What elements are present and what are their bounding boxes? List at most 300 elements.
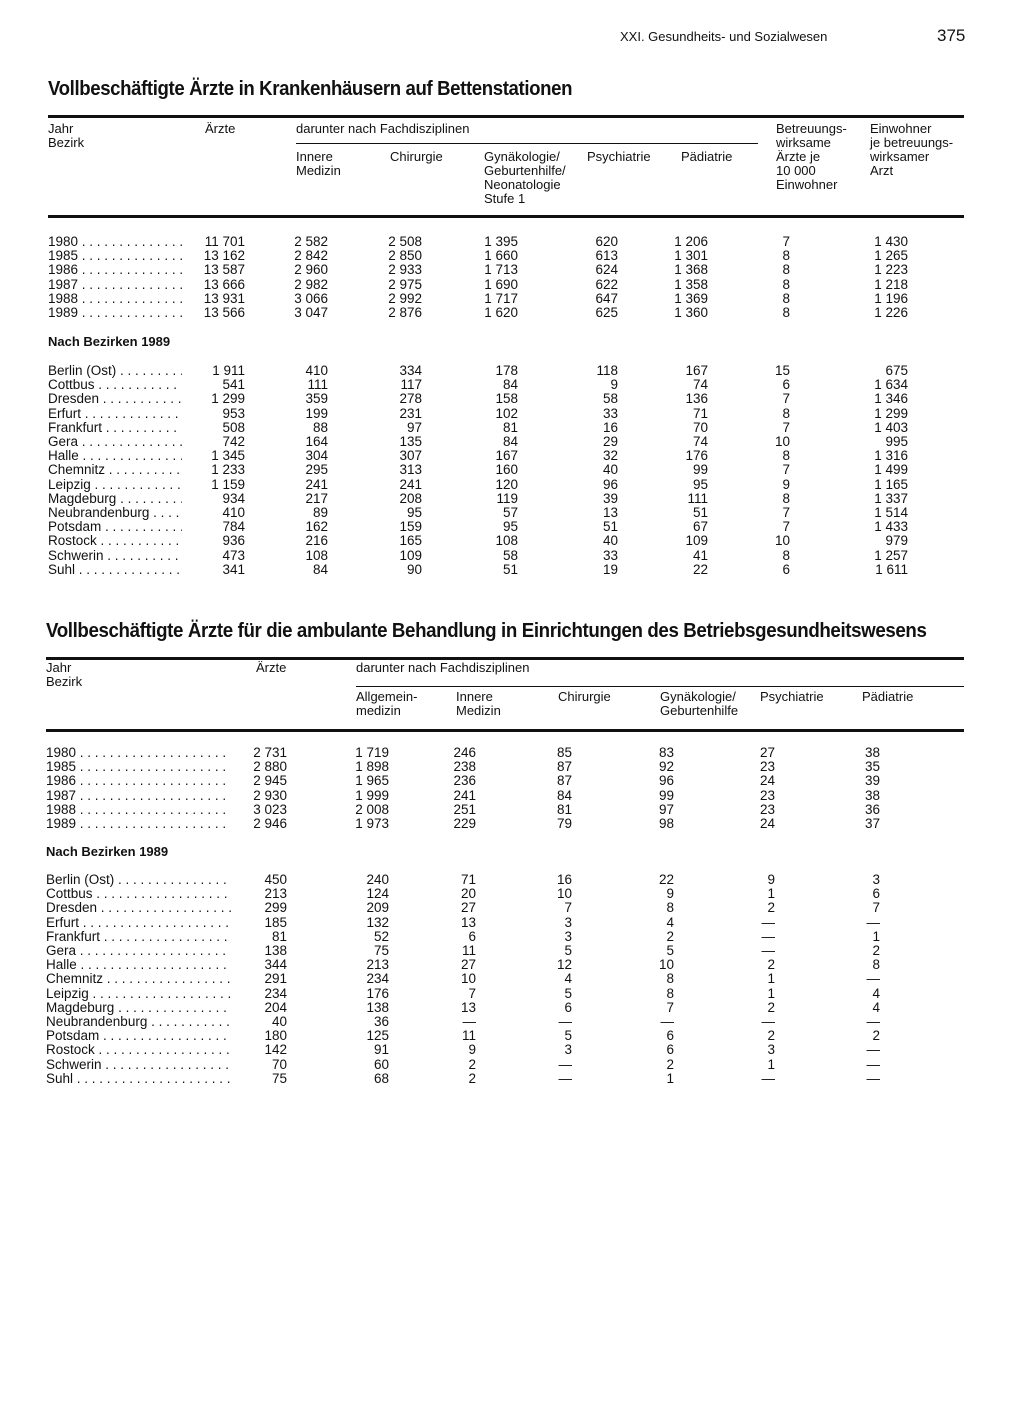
table2-paediatrie-header: Pädiatrie [862, 689, 914, 704]
table-cell: 541 [222, 377, 245, 393]
table-cell: 1 257 [874, 547, 908, 563]
table-cell: 1 514 [874, 505, 908, 520]
table-cell: 199 [305, 405, 328, 421]
table-row [0, 774, 1024, 788]
table-cell: 8 [666, 900, 674, 916]
table-cell: — [866, 914, 880, 930]
table-cell: 92 [658, 759, 674, 775]
table-cell: 784 [222, 519, 245, 535]
table-cell: 81 [502, 419, 518, 435]
table-cell: 20 [460, 886, 476, 902]
table-cell: 6 [564, 999, 572, 1015]
table-cell: 119 [496, 490, 518, 506]
table-cell: 1 299 [211, 391, 245, 407]
table-cell: 83 [658, 745, 674, 760]
page-number: 375 [937, 26, 966, 45]
table-cell: 1 433 [874, 519, 908, 535]
table-cell: 307 [399, 448, 422, 464]
table-cell: 241 [399, 476, 422, 492]
table-cell: 1 620 [484, 305, 518, 320]
table-cell: 3 [564, 1042, 572, 1058]
table-row [0, 944, 1024, 958]
table-cell: 620 [595, 234, 618, 249]
row-district-label: Chemnitz . . . [48, 463, 182, 477]
table-cell: 84 [312, 561, 328, 577]
table-cell: 7 [782, 519, 790, 535]
table-cell: 167 [685, 363, 708, 378]
table-row [0, 1029, 1024, 1043]
table-cell: 1 999 [355, 787, 389, 803]
table-cell: 71 [460, 872, 476, 887]
row-year-label: 1980 . . . [46, 746, 231, 760]
table-cell: 8 [782, 262, 790, 278]
table1-paediatrie-header: Pädiatrie [681, 149, 733, 164]
table-cell: 2 731 [253, 745, 287, 760]
table-cell: 2 930 [253, 787, 287, 803]
table-cell: 23 [759, 787, 775, 803]
row-district-label: Cottbus . . . [46, 887, 231, 901]
table-cell: 23 [759, 801, 775, 817]
table-cell: 2 933 [388, 262, 422, 278]
table-row [0, 901, 1024, 915]
table-cell: 51 [692, 505, 708, 520]
table-cell: 29 [602, 434, 618, 449]
table-cell: 3 066 [294, 290, 328, 306]
table-cell: 51 [502, 561, 518, 577]
table-cell: 625 [595, 305, 618, 320]
table-cell: 109 [399, 547, 422, 563]
table-cell: 40 [602, 462, 618, 478]
table-cell: 91 [373, 1042, 389, 1058]
table-cell: 84 [556, 787, 572, 803]
table-row [0, 803, 1024, 817]
table-cell: 12 [556, 957, 572, 973]
table-cell: 120 [495, 476, 518, 492]
table-row [0, 789, 1024, 803]
table-cell: 216 [305, 533, 328, 549]
table-cell: 410 [305, 363, 328, 378]
table-cell: — [761, 928, 775, 944]
table-cell: 79 [556, 816, 572, 831]
table-cell: 2 582 [294, 234, 328, 249]
table-cell: 97 [658, 801, 674, 817]
table-cell: 8 [782, 305, 790, 320]
row-year-label: 1986 . . . [46, 774, 231, 788]
table-cell: 51 [602, 519, 618, 535]
table2-stub-header: Jahr Bezirk [46, 660, 83, 689]
table-cell: 3 047 [294, 305, 328, 320]
table-cell: 1 346 [874, 391, 908, 407]
table-cell: 1 196 [874, 290, 908, 306]
table1-darunter-rule [296, 143, 758, 144]
row-district-label: Leipzig . . . [48, 478, 182, 492]
table-cell: 87 [556, 773, 572, 789]
table-cell: 27 [460, 900, 476, 916]
table-cell: 84 [502, 377, 518, 393]
table-cell: 4 [564, 971, 572, 987]
table-cell: 178 [495, 363, 518, 378]
table-cell: 2 508 [388, 234, 422, 249]
table-cell: 70 [271, 1056, 287, 1072]
table-cell: 2 842 [294, 248, 328, 264]
table-cell: 4 [872, 999, 880, 1015]
table-cell: 1 690 [484, 276, 518, 292]
table-cell: 85 [556, 745, 572, 760]
table1-psychiatrie-header: Psychiatrie [587, 149, 651, 164]
table-cell: 13 [460, 999, 476, 1015]
table-cell: 5 [564, 943, 572, 958]
table-cell: 217 [305, 490, 328, 506]
table-row [0, 306, 1024, 320]
table-cell: 8 [782, 276, 790, 292]
table-cell: 213 [366, 957, 389, 973]
table-cell: 341 [222, 561, 245, 577]
table-row [0, 263, 1024, 277]
table-row [0, 972, 1024, 986]
table2-header-rule [46, 729, 964, 732]
row-district-label: Suhl . . . [46, 1072, 231, 1086]
row-year-label: 1989 . . . [48, 306, 182, 320]
table-cell: 165 [399, 533, 422, 549]
table-cell: 176 [685, 448, 708, 464]
table-cell: 6 [782, 377, 790, 393]
table-cell: 2 [767, 957, 775, 973]
row-district-label: Dresden . . . [48, 392, 182, 406]
table-cell: 410 [222, 505, 245, 520]
table-cell: 2 960 [294, 262, 328, 278]
table1-title: Vollbeschäftigte Ärzte in Krankenhäusern auf Bettenstationen [48, 78, 573, 100]
table-row [0, 235, 1024, 249]
table-row [0, 930, 1024, 944]
table-row [0, 746, 1024, 760]
table-cell: 33 [602, 405, 618, 421]
table-cell: 204 [264, 999, 287, 1015]
table-row [0, 278, 1024, 292]
row-district-label: Potsdam . . . [46, 1029, 231, 1043]
table2-psychiatrie-header: Psychiatrie [760, 689, 824, 704]
table-cell: 5 [564, 985, 572, 1001]
table-cell: 41 [692, 547, 708, 563]
table1-innere-header: Innere Medizin [296, 149, 341, 178]
table-cell: 13 [602, 505, 618, 520]
row-year-label: 1986 . . . [48, 263, 182, 277]
table-cell: 1 430 [874, 234, 908, 249]
table-cell: 176 [366, 985, 389, 1001]
row-district-label: Magdeburg . . . [48, 492, 182, 506]
table-cell: 2 [872, 1028, 880, 1044]
table-cell: 75 [373, 943, 389, 958]
table-cell: 742 [222, 434, 245, 449]
table-cell: 13 162 [203, 248, 245, 264]
table-cell: 251 [453, 801, 476, 817]
table-cell: 4 [872, 985, 880, 1001]
table-cell: 1 233 [211, 462, 245, 478]
table2-darunter-header: darunter nach Fachdisziplinen [356, 660, 530, 675]
row-district-label: Cottbus . . . [48, 378, 182, 392]
table-cell: 8 [782, 448, 790, 464]
table-cell: 2 946 [253, 816, 287, 831]
table-cell: 2 982 [294, 276, 328, 292]
table-cell: 58 [502, 547, 518, 563]
table-cell: 291 [264, 971, 287, 987]
row-district-label: Schwerin . . . [48, 549, 182, 563]
table-cell: 295 [305, 462, 328, 478]
table-cell: 953 [222, 405, 245, 421]
table2-title: Vollbeschäftigte Ärzte für die ambulante Behandlung in Einrichtungen des Betriebsgesundheitswesens [46, 620, 927, 642]
table-cell: 10 [774, 533, 790, 549]
table-cell: — [558, 1014, 572, 1029]
table-cell: 2 945 [253, 773, 287, 789]
table-row [0, 916, 1024, 930]
table-cell: 96 [602, 476, 618, 492]
row-district-label: Erfurt . . . [48, 407, 182, 421]
table2-chirurgie-header: Chirurgie [558, 689, 611, 704]
table-cell: 7 [782, 419, 790, 435]
table-cell: 38 [864, 787, 880, 803]
table-row [0, 549, 1024, 563]
table-cell: 13 666 [203, 276, 245, 292]
table-cell: — [866, 1014, 880, 1029]
table-cell: 1 299 [874, 405, 908, 421]
row-district-label: Berlin (Ost) . . . [46, 873, 231, 887]
table-cell: 6 [872, 886, 880, 902]
table-cell: 60 [373, 1056, 389, 1072]
table-cell: 1 634 [874, 377, 908, 393]
table-cell: 32 [602, 448, 618, 464]
table-cell: 1 911 [212, 363, 245, 378]
table-cell: 241 [305, 476, 328, 492]
table-row [0, 1058, 1024, 1072]
table-cell: 10 [774, 434, 790, 449]
table-cell: 99 [658, 787, 674, 803]
table-cell: 111 [687, 490, 708, 506]
table-cell: 108 [305, 547, 328, 563]
table-cell: 1 713 [484, 262, 518, 278]
table-row [0, 958, 1024, 972]
table-cell: 9 [610, 377, 618, 393]
table-cell: 1 206 [674, 234, 708, 249]
table-cell: 7 [872, 900, 880, 916]
table-cell: 68 [373, 1070, 389, 1086]
table-cell: 3 [564, 914, 572, 930]
table-cell: 6 [666, 1042, 674, 1058]
table-cell: 8 [782, 490, 790, 506]
table-cell: 124 [366, 886, 389, 902]
table-cell: 2 [767, 1028, 775, 1044]
table-cell: 87 [556, 759, 572, 775]
table-cell: 1 165 [874, 476, 908, 492]
table-cell: 8 [782, 248, 790, 264]
row-district-label: Suhl . . . [48, 563, 182, 577]
table-cell: — [761, 1070, 775, 1086]
table-cell: 209 [366, 900, 389, 916]
table1-header-rule [48, 215, 964, 218]
row-year-label: 1988 . . . [46, 803, 231, 817]
table-row [0, 1072, 1024, 1086]
table-cell: 57 [502, 505, 518, 520]
table-cell: 180 [264, 1028, 287, 1044]
table-cell: 7 [782, 462, 790, 478]
table-cell: 2 850 [388, 248, 422, 264]
table-cell: 22 [658, 872, 674, 887]
table-cell: 10 [460, 971, 476, 987]
row-district-label: Leipzig . . . [46, 987, 231, 1001]
row-district-label: Gera . . . [48, 435, 182, 449]
table-cell: 231 [399, 405, 422, 421]
table-cell: 117 [400, 377, 422, 393]
row-district-label: Berlin (Ost) . . . [48, 364, 182, 378]
table-row [0, 873, 1024, 887]
table-cell: 1 218 [874, 276, 908, 292]
table-cell: — [866, 971, 880, 987]
table-cell: — [761, 943, 775, 958]
table-cell: 1 368 [674, 262, 708, 278]
table-row [0, 392, 1024, 406]
row-year-label: 1985 . . . [46, 760, 231, 774]
table-cell: 359 [305, 391, 328, 407]
table-cell: 67 [692, 519, 708, 535]
table-cell: 622 [595, 276, 618, 292]
table-cell: 9 [767, 872, 775, 887]
table-cell: — [866, 1070, 880, 1086]
table-cell: 36 [864, 801, 880, 817]
table-cell: 7 [782, 505, 790, 520]
table2-allgemein-header: Allgemein- medizin [356, 689, 418, 718]
table-cell: 136 [685, 391, 708, 407]
table-cell: 334 [399, 363, 422, 378]
table-cell: 74 [692, 434, 708, 449]
table-cell: 1 717 [484, 290, 518, 306]
table-cell: 58 [602, 391, 618, 407]
table-cell: 1 965 [355, 773, 389, 789]
row-district-label: Magdeburg . . . [46, 1001, 231, 1015]
row-district-label: Neubrandenburg . . . [48, 506, 182, 520]
table-cell: 1 499 [874, 462, 908, 478]
table-row [0, 817, 1024, 831]
table1-einwohner-header: Einwohner je betreuungs- wirksamer Arzt [870, 121, 954, 178]
table-cell: 138 [264, 943, 287, 958]
table-cell: 16 [602, 419, 618, 435]
row-year-label: 1988 . . . [48, 292, 182, 306]
row-district-label: Rostock . . . [46, 1043, 231, 1057]
table-cell: 2 [872, 943, 880, 958]
table-cell: 246 [453, 745, 476, 760]
table-cell: 158 [495, 391, 518, 407]
table-row [0, 1015, 1024, 1029]
table-cell: 10 [658, 957, 674, 973]
table-cell: 2 [666, 928, 674, 944]
table-cell: 7 [782, 234, 790, 249]
table-row [0, 520, 1024, 534]
table-cell: 2 975 [388, 276, 422, 292]
table-cell: 675 [885, 363, 908, 378]
table-cell: 99 [692, 462, 708, 478]
table-cell: 16 [556, 872, 572, 887]
table-cell: 162 [305, 519, 328, 535]
table-cell: 160 [495, 462, 518, 478]
row-year-label: 1987 . . . [48, 278, 182, 292]
table-cell: 450 [264, 872, 287, 887]
table-cell: 7 [468, 985, 476, 1001]
table2-innere-header: Innere Medizin [456, 689, 501, 718]
table-cell: 3 023 [253, 801, 287, 817]
row-district-label: Dresden . . . [46, 901, 231, 915]
table-cell: 236 [453, 773, 476, 789]
table1-subheading: Nach Bezirken 1989 [48, 334, 171, 349]
table-cell: 1 660 [484, 248, 518, 264]
table-cell: 70 [692, 419, 708, 435]
table-cell: 13 [460, 914, 476, 930]
table-cell: 8 [872, 957, 880, 973]
table-cell: 7 [782, 391, 790, 407]
table-cell: 313 [399, 462, 422, 478]
table1-chirurgie-header: Chirurgie [390, 149, 443, 164]
table-cell: 2 008 [355, 801, 389, 817]
table-cell: 979 [885, 533, 908, 549]
table2-darunter-rule [356, 686, 964, 687]
table-cell: 1 [666, 1070, 674, 1086]
table-cell: 229 [453, 816, 476, 831]
table-cell: 213 [264, 886, 287, 902]
table-cell: 1 [767, 971, 775, 987]
table-cell: 2 [666, 1056, 674, 1072]
table-cell: 33 [602, 547, 618, 563]
table-row [0, 1001, 1024, 1015]
table-cell: 13 931 [203, 290, 245, 306]
table-cell: 1 898 [355, 759, 389, 775]
table-cell: 1 265 [874, 248, 908, 264]
table-cell: 1 395 [484, 234, 518, 249]
table-cell: 27 [759, 745, 775, 760]
row-year-label: 1980 . . . [48, 235, 182, 249]
table-cell: 10 [556, 886, 572, 902]
table-row [0, 492, 1024, 506]
table1-top-rule [48, 115, 964, 118]
table-cell: — [462, 1014, 476, 1029]
table-cell: 1 369 [674, 290, 708, 306]
table-cell: 132 [366, 914, 389, 930]
table-row [0, 378, 1024, 392]
table-row [0, 1043, 1024, 1057]
table-cell: 40 [602, 533, 618, 549]
table-cell: 89 [312, 505, 328, 520]
table-cell: 1 [872, 928, 880, 944]
table-cell: 159 [399, 519, 422, 535]
table-cell: 934 [222, 490, 245, 506]
table-row [0, 449, 1024, 463]
table-cell: 9 [782, 476, 790, 492]
table-cell: 2 [468, 1070, 476, 1086]
table-cell: 1 223 [874, 262, 908, 278]
table1-darunter-header: darunter nach Fachdisziplinen [296, 121, 470, 136]
table-cell: 88 [312, 419, 328, 435]
table-cell: 613 [595, 248, 618, 264]
table-cell: 98 [658, 816, 674, 831]
table-cell: 81 [271, 928, 287, 944]
table-cell: 6 [666, 1028, 674, 1044]
table-cell: 167 [495, 448, 518, 464]
table-cell: 125 [366, 1028, 389, 1044]
table-cell: 5 [564, 1028, 572, 1044]
row-district-label: Schwerin . . . [46, 1058, 231, 1072]
table-cell: 2 [468, 1056, 476, 1072]
table-cell: 118 [596, 363, 618, 378]
table-cell: 5 [666, 943, 674, 958]
table-cell: 1 345 [211, 448, 245, 464]
table-cell: 241 [453, 787, 476, 803]
table-cell: 6 [782, 561, 790, 577]
table-cell: 9 [666, 886, 674, 902]
